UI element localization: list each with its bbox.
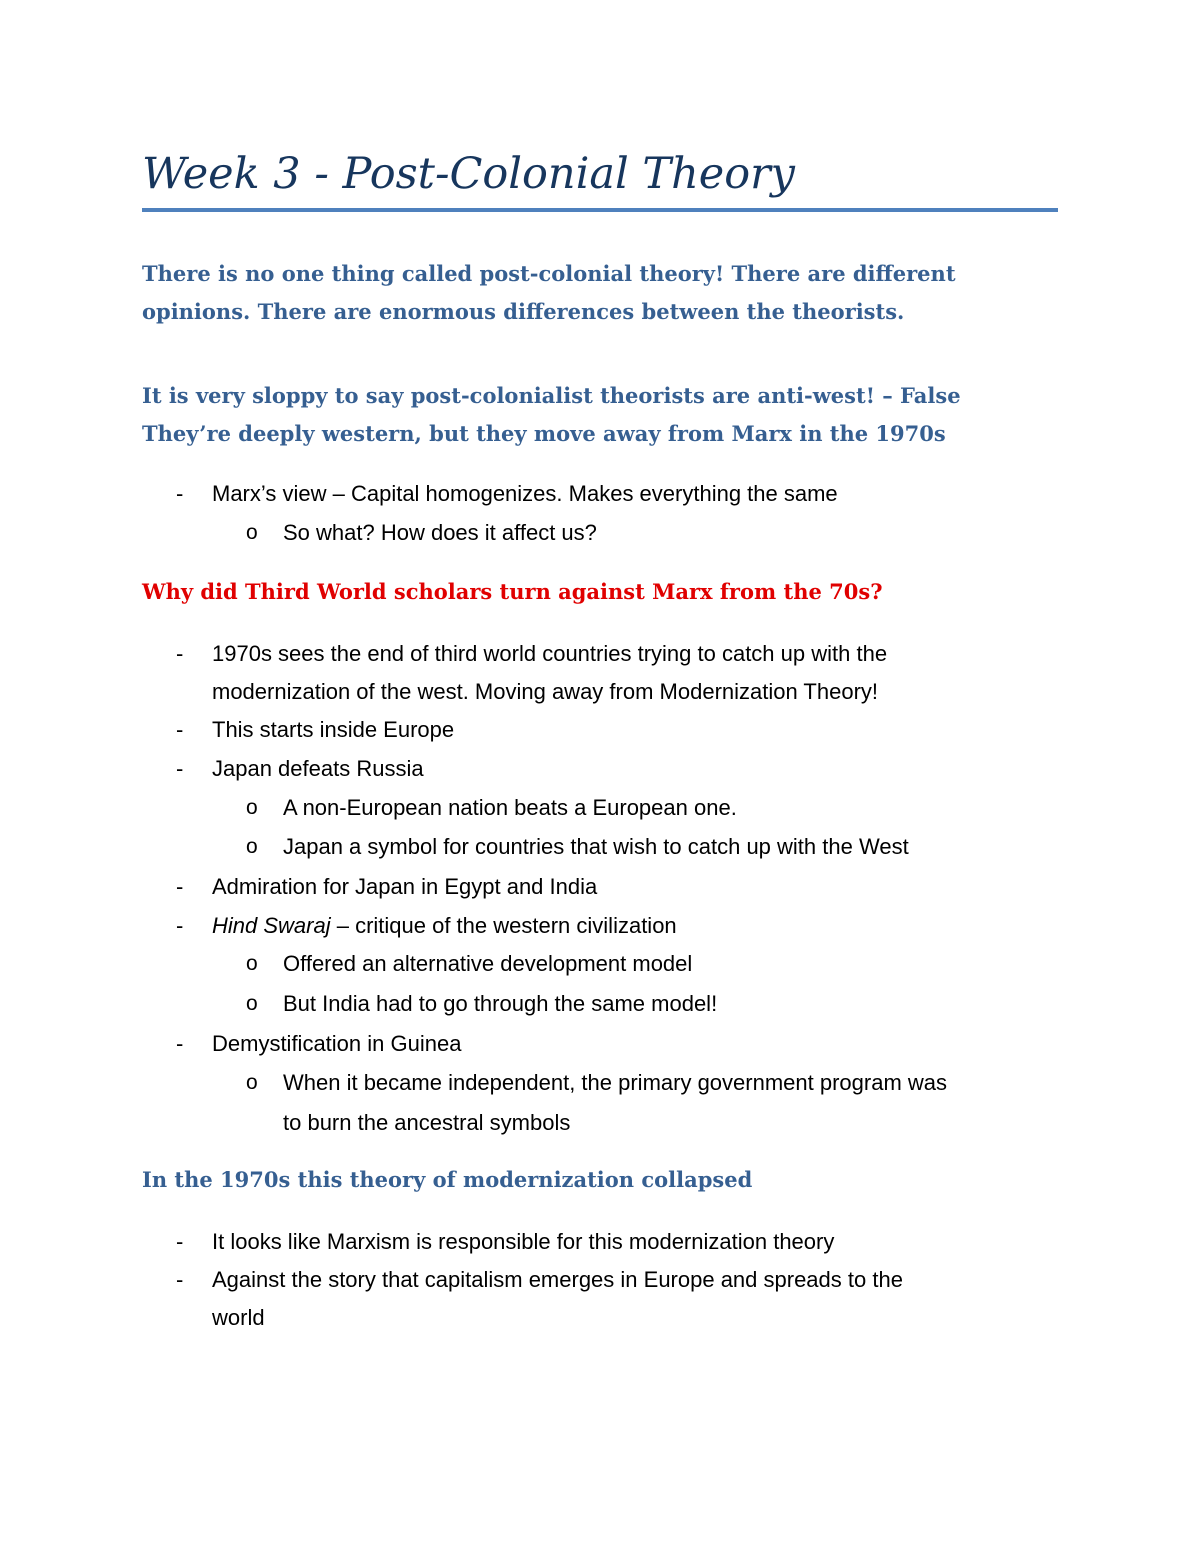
sub-list-item: But India had to go through the same model!	[283, 991, 718, 1016]
section-heading-why: Why did Third World scholars turn against Marx from the 70s?	[142, 579, 883, 604]
sloppy-line-1: It is very sloppy to say post-colonialist theorists are anti-west! – False	[142, 383, 961, 408]
dash-bullet: -	[176, 1031, 184, 1056]
list-item-text: – critique of the western civilization	[330, 913, 677, 938]
page-title: Week 3 - Post-Colonial Theory	[142, 149, 795, 199]
sloppy-line-2: They’re deeply western, but they move away from Marx in the 1970s	[142, 421, 946, 446]
dash-bullet: -	[176, 1229, 184, 1254]
list-item: It looks like Marxism is responsible for this modernization theory	[212, 1229, 835, 1254]
circle-bullet: o	[246, 992, 258, 1015]
sub-list-item: Offered an alternative development model	[283, 951, 693, 976]
list-item: 1970s sees the end of third world countries trying to catch up with the	[212, 641, 888, 666]
list-item-continuation: world	[212, 1305, 265, 1330]
circle-bullet: o	[246, 835, 258, 858]
list-item: Demystification in Guinea	[212, 1031, 462, 1056]
list-item: Japan defeats Russia	[212, 756, 424, 781]
dash-bullet: -	[176, 481, 184, 506]
intro-line-2: opinions. There are enormous differences between the theorists.	[142, 299, 905, 324]
list-item: Against the story that capitalism emerges in Europe and spreads to the	[212, 1267, 903, 1292]
dash-bullet: -	[176, 913, 184, 938]
circle-bullet: o	[246, 1071, 258, 1094]
circle-bullet: o	[246, 521, 258, 544]
circle-bullet: o	[246, 952, 258, 975]
list-item: This starts inside Europe	[212, 717, 455, 742]
sub-list-item: A non-European nation beats a European one.	[283, 795, 737, 820]
sub-list-item-continuation: to burn the ancestral symbols	[283, 1110, 571, 1135]
list-item: Admiration for Japan in Egypt and India	[212, 874, 598, 899]
section-heading-collapse: In the 1970s this theory of modernization collapsed	[142, 1167, 753, 1192]
list-item: Marx’s view – Capital homogenizes. Makes everything the same	[212, 481, 838, 506]
list-item	[212, 907, 677, 945]
dash-bullet: -	[176, 717, 184, 742]
sub-list-item: When it became independent, the primary government program was	[283, 1070, 948, 1095]
intro-line-1: There is no one thing called post-colonial theory! There are different	[142, 261, 956, 286]
circle-bullet: o	[246, 796, 258, 819]
sub-list-item: So what? How does it affect us?	[283, 520, 597, 545]
title-underline	[142, 208, 1058, 212]
dash-bullet: -	[176, 641, 184, 666]
sub-list-item: Japan a symbol for countries that wish to catch up with the West	[283, 834, 909, 859]
dash-bullet: -	[176, 1267, 184, 1292]
book-title: Hind Swaraj	[212, 913, 331, 938]
list-item-continuation: modernization of the west. Moving away from Modernization Theory!	[212, 679, 879, 704]
dash-bullet: -	[176, 756, 184, 781]
dash-bullet: -	[176, 874, 184, 899]
